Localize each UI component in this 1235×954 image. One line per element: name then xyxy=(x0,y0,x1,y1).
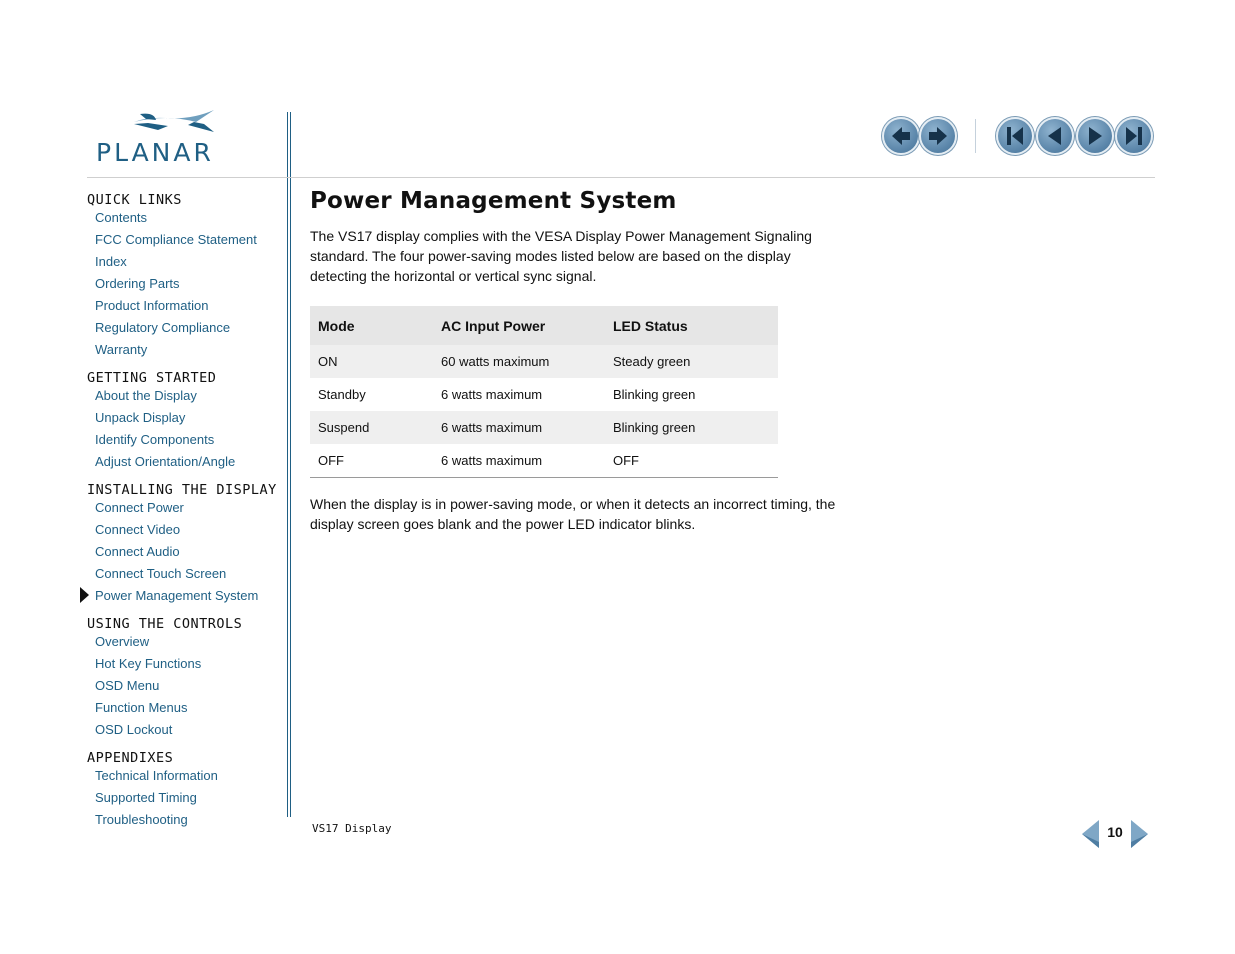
sidebar-item-regulatory-compliance[interactable]: Regulatory Compliance xyxy=(95,320,231,335)
table-cell: Standby xyxy=(318,387,366,402)
sidebar-item-product-information[interactable]: Product Information xyxy=(95,298,209,313)
sidebar-item-technical-information[interactable]: Technical Information xyxy=(95,768,218,783)
next-page-icon xyxy=(1076,117,1114,155)
page-number: 10 xyxy=(1107,824,1123,840)
next-page-arrow-icon[interactable] xyxy=(1128,818,1150,850)
sidebar-item-fcc-compliance[interactable]: FCC Compliance Statement xyxy=(95,232,257,247)
table-cell: OFF xyxy=(605,444,778,478)
table-header-row xyxy=(310,306,778,345)
sidebar-item-power-management[interactable] xyxy=(95,587,282,609)
section-title: QUICK LINKS xyxy=(87,192,182,208)
table-cell: 60 watts maximum xyxy=(433,345,605,378)
table-cell: Steady green xyxy=(605,345,778,378)
column-header-ac-input-power: AC Input Power xyxy=(433,306,605,345)
toolbar-separator xyxy=(975,119,976,153)
forward-button[interactable] xyxy=(919,117,957,155)
sidebar-item-connect-touch-screen[interactable]: Connect Touch Screen xyxy=(95,566,227,581)
section-title: INSTALLING THE DISPLAY xyxy=(87,482,277,498)
sidebar-divider-inner xyxy=(290,112,291,817)
intro-paragraph: The VS17 display complies with the VESA Display Power Management Signaling standard. The four power-saving modes listed below are based on the display detecting the horizontal or vertical sync signal. xyxy=(310,228,812,284)
table-row xyxy=(310,345,778,378)
sidebar-item-connect-audio[interactable]: Connect Audio xyxy=(95,544,180,559)
section-title: GETTING STARTED xyxy=(87,370,217,386)
first-page-icon xyxy=(996,117,1034,155)
sidebar-item-adjust-orientation[interactable]: Adjust Orientation/Angle xyxy=(95,454,236,469)
sidebar-item-osd-lockout[interactable]: OSD Lockout xyxy=(95,722,173,737)
header-rule xyxy=(87,177,1155,178)
previous-page-button[interactable] xyxy=(1036,117,1074,155)
section-installing-display xyxy=(87,482,282,609)
section-using-controls xyxy=(87,616,282,743)
section-title: USING THE CONTROLS xyxy=(87,616,243,632)
sidebar-item-index[interactable]: Index xyxy=(95,254,127,269)
main-content xyxy=(310,184,850,286)
table-cell: OFF xyxy=(310,444,433,478)
sidebar-item-about-display[interactable]: About the Display xyxy=(95,388,197,403)
sidebar-item-warranty[interactable]: Warranty xyxy=(95,342,148,357)
sidebar-item-label: Power Management System xyxy=(95,588,259,603)
table-cell: Suspend xyxy=(310,411,433,444)
next-page-button[interactable] xyxy=(1076,117,1114,155)
arrow-right-icon xyxy=(919,117,957,155)
table-cell: ON xyxy=(310,345,433,378)
previous-page-arrow-icon[interactable] xyxy=(1080,818,1102,850)
section-quick-links xyxy=(87,192,282,363)
planar-logo xyxy=(96,108,251,168)
sidebar-nav xyxy=(87,192,282,833)
power-saving-note: When the display is in power-saving mode, or when it detects an incorrect timing, the display screen goes blank and the power LED indicator blinks. xyxy=(310,496,836,532)
sidebar-item-troubleshooting[interactable]: Troubleshooting xyxy=(95,812,188,827)
table-cell: Blinking green xyxy=(605,411,778,444)
document-name: VS17 Display xyxy=(312,822,392,835)
sidebar-item-osd-menu[interactable]: OSD Menu xyxy=(95,678,160,693)
arrow-left-icon xyxy=(882,117,920,155)
current-page-marker-icon xyxy=(80,587,89,603)
first-page-button[interactable] xyxy=(996,117,1034,155)
logo-wordmark: PLANAR xyxy=(96,138,214,167)
sidebar-divider xyxy=(287,112,288,817)
back-button[interactable] xyxy=(882,117,920,155)
page-title: Power Management System xyxy=(310,188,677,214)
column-header-led-status: LED Status xyxy=(605,306,778,345)
section-getting-started xyxy=(87,370,282,475)
sidebar-item-connect-video[interactable]: Connect Video xyxy=(95,522,181,537)
column-header-mode: Mode xyxy=(310,306,433,345)
power-modes-table xyxy=(310,306,778,478)
page-navigator xyxy=(1080,818,1152,850)
table-row xyxy=(310,378,778,411)
last-page-icon xyxy=(1115,117,1153,155)
sidebar-item-identify-components[interactable]: Identify Components xyxy=(95,432,215,447)
table-cell: 6 watts maximum xyxy=(441,387,543,402)
sidebar-item-contents[interactable]: Contents xyxy=(95,210,148,225)
sidebar-item-unpack-display[interactable]: Unpack Display xyxy=(95,410,186,425)
logo-mark-icon xyxy=(96,108,251,138)
sidebar-item-hot-key-functions[interactable]: Hot Key Functions xyxy=(95,656,202,671)
previous-page-icon xyxy=(1036,117,1074,155)
section-appendixes xyxy=(87,750,282,833)
table-cell: Blinking green xyxy=(613,387,696,402)
table-cell: 6 watts maximum xyxy=(433,411,605,444)
table-row xyxy=(310,444,778,478)
sidebar-item-connect-power[interactable]: Connect Power xyxy=(95,500,184,515)
sidebar-item-ordering-parts[interactable]: Ordering Parts xyxy=(95,276,180,291)
last-page-button[interactable] xyxy=(1115,117,1153,155)
table-row xyxy=(310,411,778,444)
section-title: APPENDIXES xyxy=(87,750,174,766)
sidebar-item-overview[interactable]: Overview xyxy=(95,634,150,649)
sidebar-item-supported-timing[interactable]: Supported Timing xyxy=(95,790,197,805)
table-cell: 6 watts maximum xyxy=(433,444,605,478)
sidebar-item-function-menus[interactable]: Function Menus xyxy=(95,700,188,715)
